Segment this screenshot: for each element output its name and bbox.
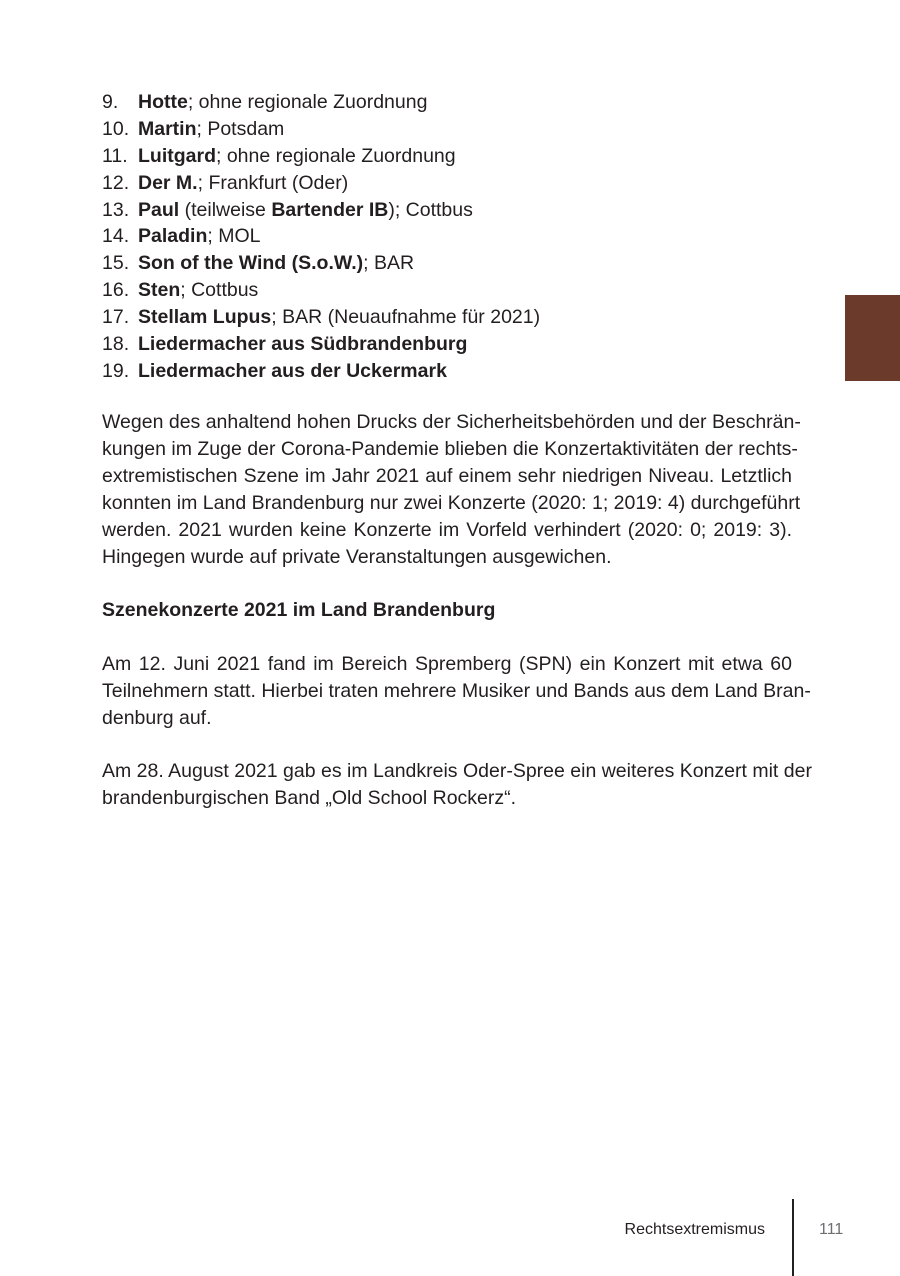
- paragraph-line: extremistischen Szene im Jahr 2021 auf einem sehr niedrigen Niveau. Letztlich: [102, 465, 792, 487]
- paragraph-line: denburg auf.: [102, 707, 212, 729]
- list-item-detail: ; BAR (Neuaufnahme für 2021): [271, 306, 541, 329]
- list-item-detail: ); Cottbus: [388, 198, 473, 221]
- paragraph-line: Teilnehmern statt. Hierbei traten mehrere Musiker und Bands aus dem Land Bran-: [102, 680, 811, 702]
- list-item: [102, 223, 802, 250]
- list-item-detail: (teilweise: [179, 198, 272, 221]
- paragraph-line: Hingegen wurde auf private Veranstaltungen ausgewichen.: [102, 546, 612, 568]
- list-item-name: Sten: [138, 279, 181, 302]
- list-item: [102, 304, 802, 331]
- paragraph-line: kungen im Zuge der Corona-Pandemie blieben die Konzertaktivitäten der rechts-: [102, 438, 798, 460]
- list-item-name: Son of the Wind (S.o.W.): [138, 252, 364, 275]
- list-item-number: 15.: [102, 252, 130, 275]
- list-item-number: 19.: [102, 359, 130, 382]
- paragraph-line: Am 28. August 2021 gab es im Landkreis Oder-Spree ein weiteres Konzert mit der: [102, 760, 812, 782]
- musician-list: [102, 89, 802, 385]
- list-item-name: Luitgard: [138, 144, 216, 167]
- list-item-detail: ; Frankfurt (Oder): [197, 171, 349, 194]
- list-item: [102, 116, 802, 143]
- page-number: 111: [819, 1221, 844, 1238]
- list-item-detail: ; ohne regionale Zuordnung: [187, 91, 428, 113]
- list-item-number: 12.: [102, 171, 130, 194]
- list-item: [102, 197, 802, 224]
- footer-divider: [792, 1199, 794, 1276]
- list-item: [102, 143, 802, 170]
- list-item-number: 18.: [102, 333, 130, 356]
- list-item-name: Der M.: [138, 171, 198, 194]
- chapter-tab-marker: [845, 295, 900, 381]
- list-item-detail: ; MOL: [207, 225, 261, 248]
- paragraph-line: werden. 2021 wurden keine Konzerte im Vorfeld verhindert (2020: 0; 2019: 3).: [102, 519, 792, 541]
- list-item-number: 13.: [102, 198, 130, 221]
- list-item: [102, 331, 802, 358]
- list-item-name: Hotte: [138, 91, 188, 113]
- paragraph-line: Wegen des anhaltend hohen Drucks der Sicherheitsbehörden und der Beschrän-: [102, 411, 801, 433]
- paragraph-spremberg-concert: [102, 651, 811, 732]
- list-item-name: Bartender IB: [271, 198, 389, 221]
- list-item-number: 10.: [102, 117, 130, 140]
- list-item: [102, 89, 802, 116]
- section-heading: Szenekonzerte 2021 im Land Brandenburg: [102, 599, 496, 621]
- list-item-number: 14.: [102, 225, 130, 248]
- footer-section-title: Rechtsextremismus: [624, 1221, 765, 1238]
- list-item: [102, 170, 802, 197]
- list-item: [102, 358, 802, 385]
- list-item-name: Paladin: [138, 225, 208, 248]
- list-item-number: 11.: [102, 144, 128, 167]
- list-item-number: 16.: [102, 279, 130, 302]
- list-item: [102, 250, 802, 277]
- list-item-name: Liedermacher aus Südbrandenburg: [138, 333, 468, 356]
- list-item-detail: ; BAR: [363, 252, 415, 275]
- paragraph-line: brandenburgischen Band „Old School Rockerz“.: [102, 787, 517, 809]
- list-item-name: Paul: [138, 198, 180, 221]
- list-item-number: 17.: [102, 306, 130, 329]
- list-item-number: 9.: [102, 91, 119, 113]
- paragraph-line: konnten im Land Brandenburg nur zwei Konzerte (2020: 1; 2019: 4) durchgeführt: [102, 492, 801, 514]
- list-item-detail: ; Potsdam: [196, 117, 285, 140]
- list-item-detail: ; ohne regionale Zuordnung: [216, 144, 456, 167]
- paragraph-concert-activity: [102, 409, 801, 571]
- list-item-name: Stellam Lupus: [138, 306, 272, 329]
- list-item-detail: ; Cottbus: [180, 279, 259, 302]
- paragraph-line: Am 12. Juni 2021 fand im Bereich Spremberg (SPN) ein Konzert mit etwa 60: [102, 653, 792, 675]
- list-item: [102, 277, 802, 304]
- list-item-name: Martin: [138, 117, 197, 140]
- list-item-name: Liedermacher aus der Uckermark: [138, 359, 447, 382]
- paragraph-oder-spree-concert: [102, 758, 812, 812]
